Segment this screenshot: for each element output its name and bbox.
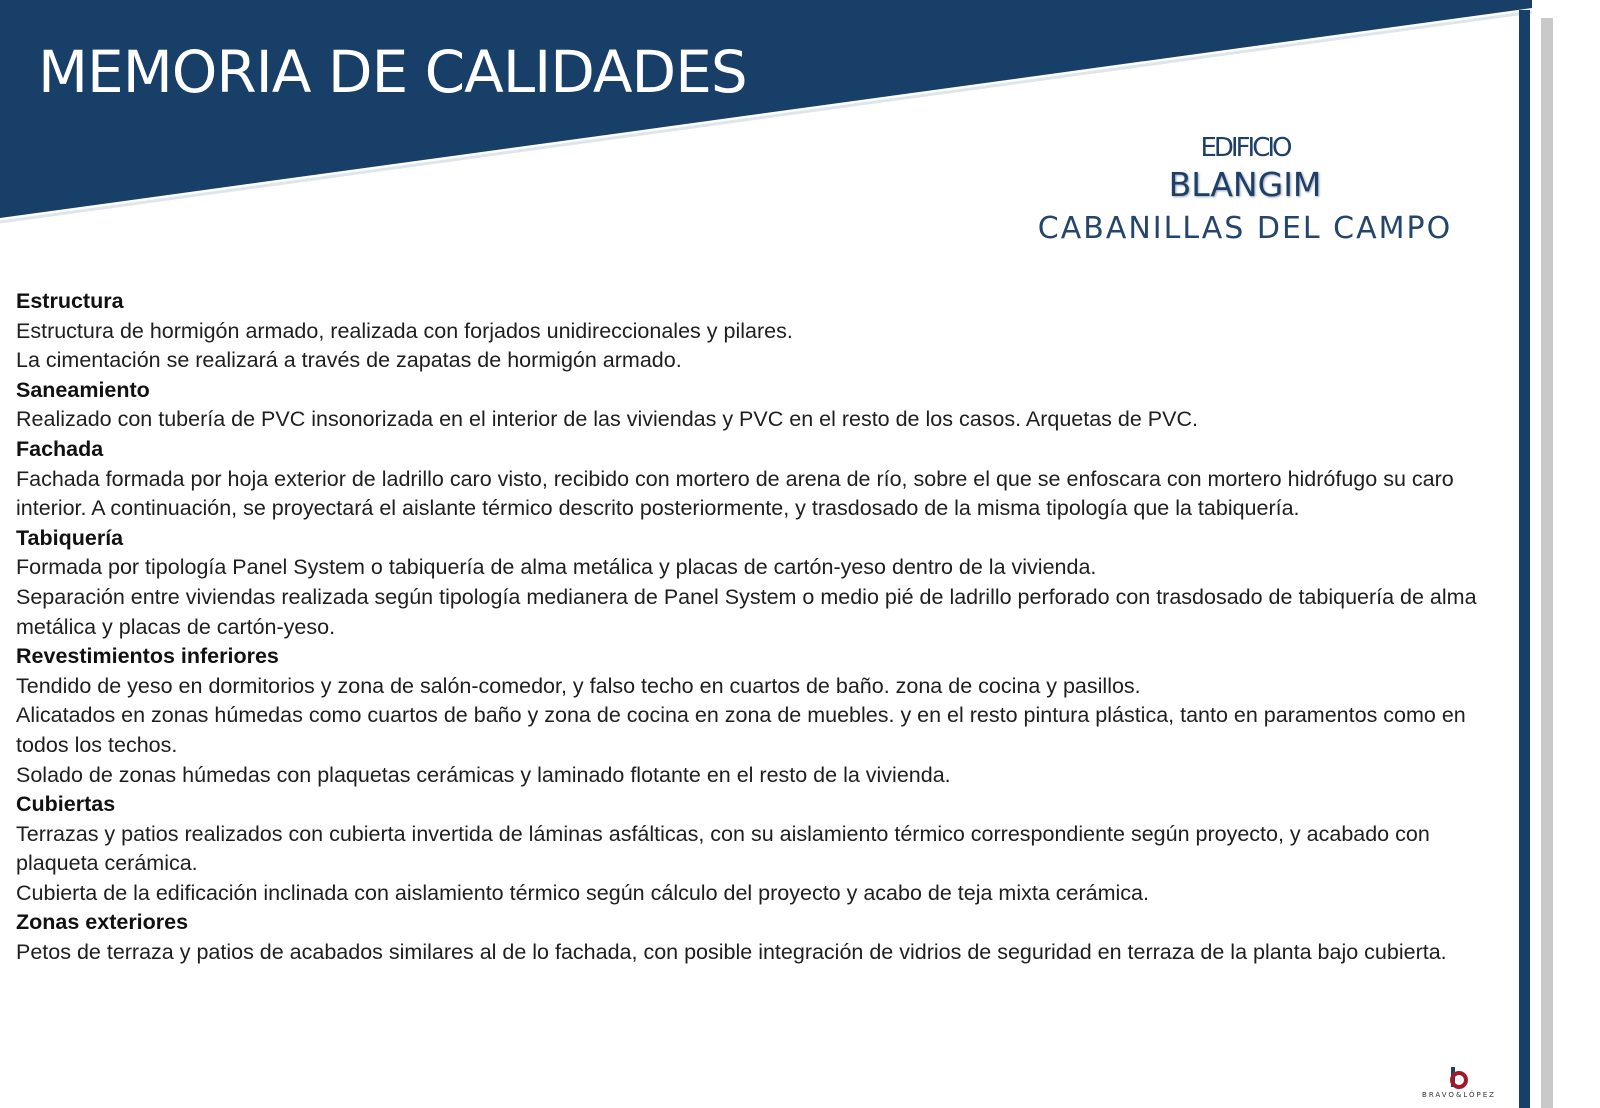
section-heading: Cubiertas [16,792,116,817]
section-paragraph: Separación entre viviendas realizada según tipología medianera de Panel System o medio pié de ladrillo perforado con trasdosado de tabiquería de alma metálica y placas de cartón-yeso. [16,584,1477,639]
section-paragraph: La cimentación se realizará a través de zapatas de hormigón armado. [16,348,682,373]
section-paragraph: Alicatados en zonas húmedas como cuartos de baño y zona de cocina en zona de muebles. y en el resto pintura plástica, tanto en paramentos como en todos los techos. [16,703,1466,757]
section-fachada [16,435,1486,524]
section-paragraph: Estructura de hormigón armado, realizada con forjados unidireccionales y pilares. [16,318,793,343]
right-accent-bar-light [1541,18,1553,1108]
building-prefix: EDIFICIO [1200,133,1290,163]
section-heading: Fachada [16,436,104,461]
section-zonas-exteriores [16,908,1486,967]
logo-text: BRAVO&LÓPEZ [1422,1091,1496,1099]
section-paragraph: Solado de zonas húmedas con plaquetas cerámicas y laminado flotante en el resto de la vivienda. [16,762,951,787]
section-paragraph: Petos de terraza y patios de acabados similares al de lo fachada, con posible integración de vidrios de seguridad en terraza de la planta bajo cubierta. [16,940,1447,965]
section-heading: Estructura [16,289,124,313]
section-tabiqueria [16,524,1486,642]
section-paragraph: Cubierta de la edificación inclinada con aislamiento térmico según cálculo del proyecto y acabo de teja mixta cerámica. [16,880,1149,905]
section-paragraph: Formada por tipología Panel System o tabiquería de alma metálica y placas de cartón-yeso dentro de la vivienda. [16,555,1097,580]
section-paragraph: Realizado con tubería de PVC insonorizada en el interior de las viviendas y PVC en el resto de los casos. Arquetas de PVC. [16,407,1198,432]
section-estructura [16,287,1486,376]
bravo-lopez-logo-icon [1446,1066,1472,1090]
section-heading: Zonas exteriores [16,910,189,935]
section-revestimientos [16,642,1486,790]
building-name: BLANGIM [1168,165,1322,204]
section-paragraph: Fachada formada por hoja exterior de ladrillo caro visto, recibido con mortero de arena de río, sobre el que se enfoscara con mortero hidrófugo su caro interior. A continuación, se proyectará el aislante térmico descrito posteriormente, y trasdosado de la misma tipología que la tabiquería. [16,466,1454,521]
section-paragraph: Tendido de yeso en dormitorios y zona de salón-comedor, y falso techo en cuartos de baño. zona de cocina y pasillos. [16,673,1141,698]
section-heading: Revestimientos inferiores [16,644,279,669]
section-heading: Saneamiento [16,377,150,402]
section-paragraph: Terrazas y patios realizados con cubierta invertida de láminas asfálticas, con su aislamiento térmico correspondiente según proyecto, y acabado con plaqueta cerámica. [16,821,1430,876]
section-heading: Tabiquería [16,525,124,550]
company-logo [1414,1066,1504,1108]
page-title: MEMORIA DE CALIDADES [38,38,747,106]
section-saneamiento [16,376,1486,435]
building-info [1010,132,1480,252]
section-cubiertas [16,790,1486,908]
quality-specs [16,287,1486,968]
right-accent-bar-dark [1519,10,1530,1108]
building-location: CABANILLAS DEL CAMPO [1037,211,1453,246]
